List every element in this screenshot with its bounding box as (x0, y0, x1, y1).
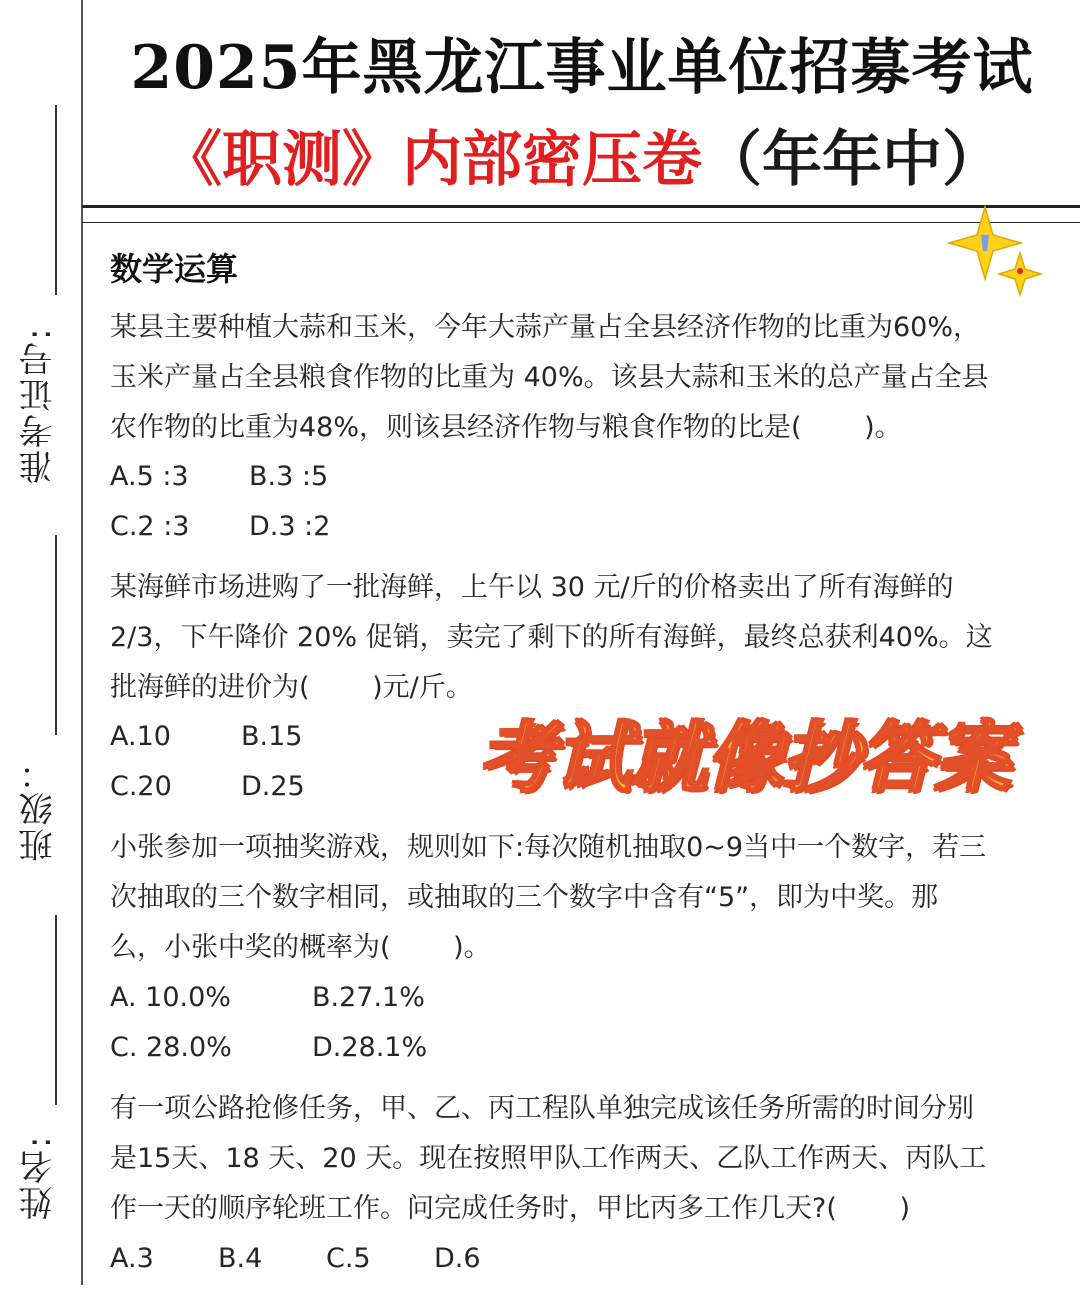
question-line: 玉米产量占全县粮食作物的比重为 40%。该县大蒜和玉米的总产量占全县 (110, 362, 989, 393)
question-2 (110, 563, 1060, 713)
class-fill-line (55, 915, 57, 1105)
option-c: C.5 (326, 1243, 371, 1274)
question-line: 批海鲜的进价为( )元/斤。 (110, 672, 473, 703)
option-d: D.25 (241, 771, 305, 802)
option-c: C. 28.0% (110, 1032, 232, 1063)
header-rule-thin (82, 222, 1080, 223)
question-3 (110, 823, 1060, 973)
option-a: A.5 :3 (110, 461, 189, 492)
question-line: 某海鲜市场进购了一批海鲜，上午以 30 元/斤的价格卖出了所有海鲜的 (110, 572, 954, 603)
exam-id-line (55, 105, 57, 295)
header-rule-thick (82, 205, 1080, 208)
option-c: C.20 (110, 771, 172, 802)
option-b: B.15 (241, 721, 303, 752)
sparkle-stars-icon (945, 205, 1055, 305)
class-label: 班级： (19, 754, 59, 862)
option-c: C.2 :3 (110, 511, 190, 542)
question-line: 小张参加一项抽奖游戏，规则如下:每次随机抽取0~9当中一个数字，若三 (110, 832, 987, 863)
option-a: A.3 (110, 1243, 154, 1274)
subtitle-red: 《职测》内部密压卷 (162, 125, 702, 195)
question-line: 有一项公路抢修任务，甲、乙、丙工程队单独完成该任务所需的时间分别 (110, 1093, 974, 1124)
page-title: 2025年黑龙江事业单位招募考试 (130, 33, 1034, 103)
name-label: 姓名: (19, 1134, 59, 1220)
option-d: D.3 :2 (249, 511, 331, 542)
option-a: A.10 (110, 721, 171, 752)
question-line: 是15天、18 天、20 天。现在按照甲队工作两天、乙队工作两天、丙队工 (110, 1143, 987, 1174)
option-a: A. 10.0% (110, 982, 231, 1013)
option-d: D.6 (434, 1243, 481, 1274)
option-b: B.27.1% (312, 982, 425, 1013)
section-title: 数学运算 (110, 250, 239, 288)
question-line: 农作物的比重为48%，则该县经济作物与粮食作物的比是( )。 (110, 412, 902, 443)
question-line: 作一天的顺序轮班工作。问完成任务时，甲比丙多工作几天?( ) (110, 1193, 910, 1224)
option-b: B.3 :5 (249, 461, 329, 492)
subtitle-black: （年年中） (702, 125, 1002, 195)
exam-id-fill-line (55, 535, 57, 735)
option-d: D.28.1% (312, 1032, 428, 1063)
margin-rule (81, 0, 83, 1285)
question-line: 次抽取的三个数字相同，或抽取的三个数字中含有“5”，即为中奖。那 (110, 882, 939, 913)
exam-id-label: 准考证号: (19, 326, 59, 484)
question-line: 某县主要种植大蒜和玉米，今年大蒜产量占全县经济作物的比重为60%， (110, 312, 981, 343)
question-4 (110, 1084, 1060, 1234)
question-line: 2/3，下午降价 20% 促销，卖完了剩下的所有海鲜，最终总获利40%。这 (110, 622, 993, 653)
question-line: 么，小张中奖的概率为( )。 (110, 932, 491, 963)
option-b: B.4 (218, 1243, 263, 1274)
promo-stamp-text: 考试就像抄答案 (479, 713, 1011, 802)
page-subtitle (84, 112, 1080, 198)
question-1 (110, 303, 1060, 453)
